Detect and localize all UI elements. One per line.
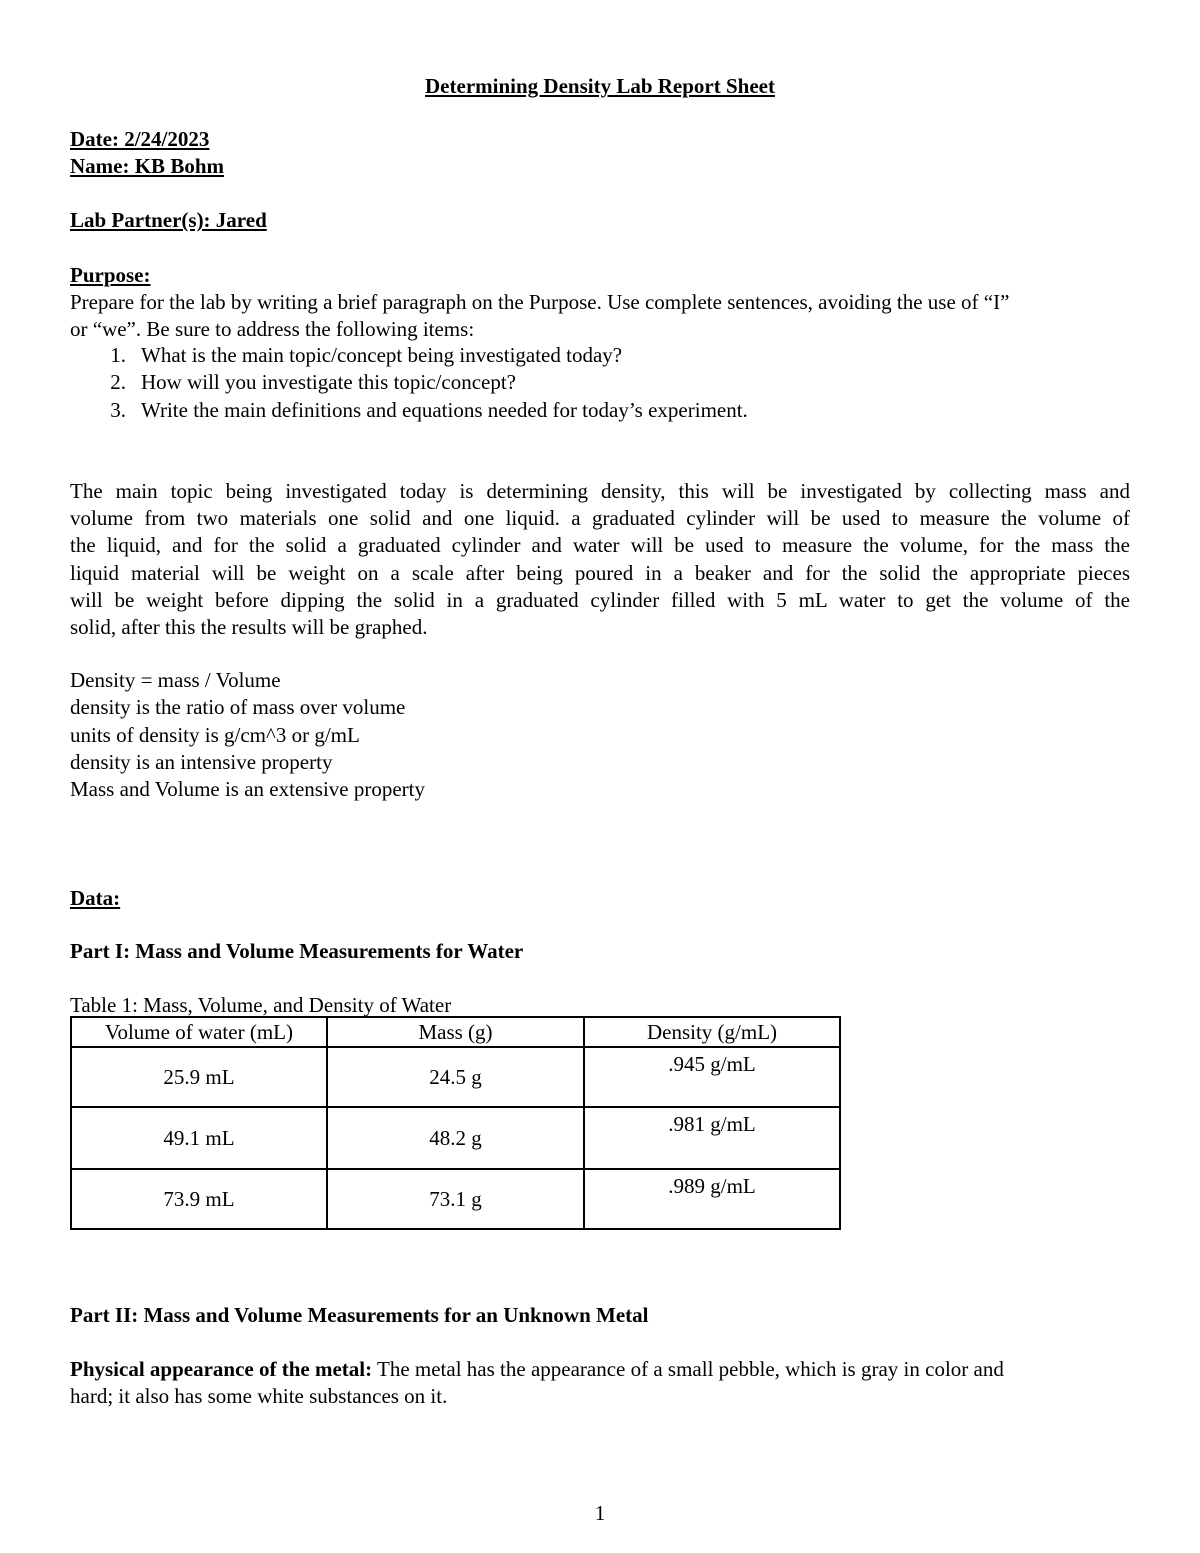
table-row [71, 1107, 840, 1169]
table-cell: .981 g/mL [584, 1107, 840, 1169]
part1-heading: Part I: Mass and Volume Measurements for Water [70, 939, 524, 963]
table-row [71, 1047, 840, 1107]
purpose-answer-line: volume from two materials one solid and one liquid. a graduated cylinder will be used to measure the volume of [70, 506, 1130, 530]
table-row [71, 1169, 840, 1229]
table-cell: 25.9 mL [71, 1047, 327, 1107]
table-header-cell: Density (g/mL) [584, 1017, 840, 1047]
purpose-heading: Purpose: [70, 263, 151, 287]
lab-partners-field: Lab Partner(s): Jared [70, 208, 267, 232]
definition-line: Mass and Volume is an extensive property [70, 777, 426, 801]
definition-line: density is an intensive property [70, 750, 333, 774]
list-item: How will you investigate this topic/concept? [141, 370, 517, 394]
table-cell: .945 g/mL [584, 1047, 840, 1107]
water-density-table [70, 1016, 841, 1230]
purpose-answer-line: solid, after this the results will be graphed. [70, 615, 428, 639]
purpose-answer-line: will be weight before dipping the solid in a graduated cylinder filled with 5 mL water to get the volume of the [70, 588, 1130, 612]
definition-line: units of density is g/cm^3 or g/mL [70, 723, 360, 747]
table-header-cell: Mass (g) [327, 1017, 584, 1047]
purpose-answer-line: The main topic being investigated today is determining density, this will be investigated by collecting mass and [70, 479, 1130, 503]
list-number: 1. [110, 343, 126, 367]
table-cell: 48.2 g [327, 1107, 584, 1169]
purpose-answer-line: liquid material will be weight on a scale after being poured in a beaker and for the solid the appropriate pieces [70, 561, 1130, 585]
name-field: Name: KB Bohm [70, 154, 224, 178]
table-cell: 49.1 mL [71, 1107, 327, 1169]
date-field: Date: 2/24/2023 [70, 127, 210, 151]
list-item: What is the main topic/concept being investigated today? [141, 343, 623, 367]
page-number: 1 [594, 1501, 606, 1525]
page-title: Determining Density Lab Report Sheet [425, 74, 775, 98]
list-number: 2. [110, 370, 126, 394]
table-header-cell: Volume of water (mL) [71, 1017, 327, 1047]
purpose-instructions-line: or “we”. Be sure to address the following items: [70, 317, 475, 341]
table-header-row [71, 1017, 840, 1047]
table-cell: 73.9 mL [71, 1169, 327, 1229]
table-cell: 24.5 g [327, 1047, 584, 1107]
table-cell: .989 g/mL [584, 1169, 840, 1229]
table-cell: 73.1 g [327, 1169, 584, 1229]
definition-line: density is the ratio of mass over volume [70, 695, 406, 719]
definition-line: Density = mass / Volume [70, 668, 281, 692]
data-heading: Data: [70, 886, 121, 910]
appearance-text-continued: hard; it also has some white substances on it. [70, 1384, 448, 1408]
appearance-label: Physical appearance of the metal: [70, 1357, 373, 1381]
appearance-line [70, 1356, 1130, 1383]
part2-heading: Part II: Mass and Volume Measurements for an Unknown Metal [70, 1303, 649, 1327]
purpose-instructions-line: Prepare for the lab by writing a brief paragraph on the Purpose. Use complete sentences, avoiding the use of “I” [70, 290, 1010, 314]
purpose-answer-line: the liquid, and for the solid a graduated cylinder and water will be used to measure the volume, for the mass the [70, 533, 1130, 557]
list-number: 3. [110, 398, 126, 422]
list-item: Write the main definitions and equations needed for today’s experiment. [141, 398, 748, 422]
table1-caption: Table 1: Mass, Volume, and Density of Water [70, 993, 452, 1017]
appearance-text: The metal has the appearance of a small pebble, which is gray in color and [372, 1357, 1004, 1381]
